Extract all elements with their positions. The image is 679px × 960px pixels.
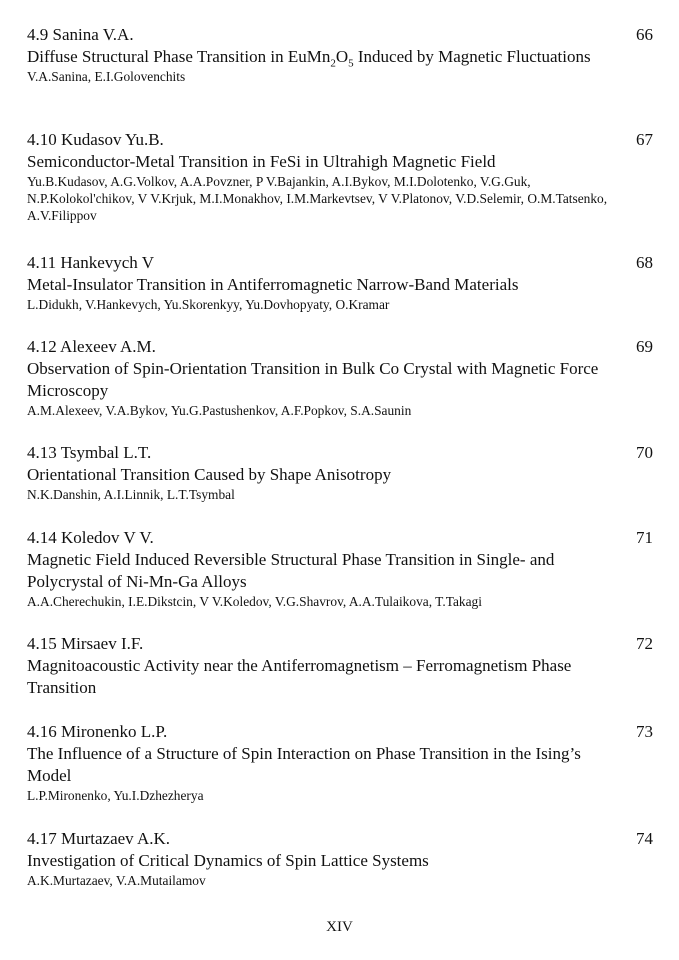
entry-heading-line (27, 129, 653, 151)
page-footer-number: XIV (326, 919, 353, 935)
page-number: 69 (636, 337, 653, 356)
entry-heading: 4.13 Tsymbal L.T. (27, 443, 152, 462)
entry-heading-line (27, 828, 653, 850)
entry-heading: 4.17 Murtazaev A.K. (27, 829, 171, 848)
page-number: 71 (636, 528, 653, 547)
entry-heading: 4.14 Koledov V V. (27, 528, 154, 547)
entry-authors: A.A.Cherechukin, I.E.Dikstcin, V V.Koledov, V.G.Shavrov, A.A.Tulaikova, T.Takagi (27, 594, 482, 609)
page-number: 73 (636, 722, 653, 741)
entry-title: Magnitoacoustic Activity near the Antiferromagnetism – Ferromagnetism Phase Transition (27, 656, 572, 697)
page-number: 66 (636, 25, 653, 44)
entry-heading: 4.15 Mirsaev I.F. (27, 634, 144, 653)
entry-authors: A.K.Murtazaev, V.A.Mutailamov (27, 873, 206, 888)
toc-entry (27, 24, 653, 85)
title-part: Induced by Magnetic Fluctuations (353, 47, 591, 66)
entry-authors: V.A.Sanina, E.I.Golovenchits (27, 69, 186, 84)
subscript: 2 (330, 57, 336, 70)
entry-heading-line (27, 252, 653, 274)
entry-title: Observation of Spin-Orientation Transition in Bulk Co Crystal with Magnetic Force Microscopy (27, 359, 599, 400)
entry-heading: 4.16 Mironenko L.P. (27, 722, 168, 741)
toc-entry (27, 442, 653, 503)
entry-heading-line (27, 336, 653, 358)
page-number: 68 (636, 253, 653, 272)
entry-title (27, 46, 617, 68)
entry-heading: 4.12 Alexeev A.M. (27, 337, 156, 356)
entry-heading-line (27, 24, 653, 46)
toc-entry (27, 527, 653, 610)
entry-title: The Influence of a Structure of Spin Interaction on Phase Transition in the Ising’s Model (27, 744, 581, 785)
entry-heading: 4.11 Hankevych V (27, 253, 155, 272)
toc-entry (27, 828, 653, 889)
entry-heading-line (27, 527, 653, 549)
page-number: 72 (636, 634, 653, 653)
toc-entry (27, 252, 653, 313)
entry-title: Orientational Transition Caused by Shape Anisotropy (27, 465, 392, 484)
entry-heading-line (27, 721, 653, 743)
subscript: 5 (348, 57, 354, 70)
title-part: Diffuse Structural Phase Transition in EuMn (27, 47, 331, 66)
entry-authors: L.Didukh, V.Hankevych, Yu.Skorenkyy, Yu.Dovhopyaty, O.Kramar (27, 297, 390, 312)
entry-authors: A.M.Alexeev, V.A.Bykov, Yu.G.Pastushenkov, A.F.Popkov, S.A.Saunin (27, 403, 412, 418)
entry-authors: L.P.Mironenko, Yu.I.Dzhezherya (27, 788, 204, 803)
entry-heading-line (27, 633, 653, 655)
page-number: 67 (636, 130, 653, 149)
toc-entry (27, 336, 653, 419)
page-number: 70 (636, 443, 653, 462)
toc-entry (27, 633, 653, 699)
entry-heading-line (27, 442, 653, 464)
toc-entry (27, 129, 653, 224)
entry-heading: 4.10 Kudasov Yu.B. (27, 130, 164, 149)
page-number: 74 (636, 829, 653, 848)
entry-title: Metal-Insulator Transition in Antiferromagnetic Narrow-Band Materials (27, 275, 519, 294)
entry-heading: 4.9 Sanina V.A. (27, 25, 134, 44)
title-part: O (335, 47, 349, 66)
entry-authors: Yu.B.Kudasov, A.G.Volkov, A.A.Povzner, P V.Bajankin, A.I.Bykov, M.I.Dolotenko, V.G.Guk, N.P.Kolokol'chikov, V V.Krjuk, M.I.Monakhov, I.M.Markevtsev, V V.Platonov, V.D.Selemir, O.M.Tatsenko, A.V.Filippov (27, 174, 608, 223)
entry-authors: N.K.Danshin, A.I.Linnik, L.T.Tsymbal (27, 487, 235, 502)
entry-title: Magnetic Field Induced Reversible Structural Phase Transition in Single- and Polycrystal of Ni-Mn-Ga Alloys (27, 550, 555, 591)
entry-title: Semiconductor-Metal Transition in FeSi in Ultrahigh Magnetic Field (27, 152, 496, 171)
entry-title: Investigation of Critical Dynamics of Spin Lattice Systems (27, 851, 429, 870)
toc-entry (27, 721, 653, 804)
